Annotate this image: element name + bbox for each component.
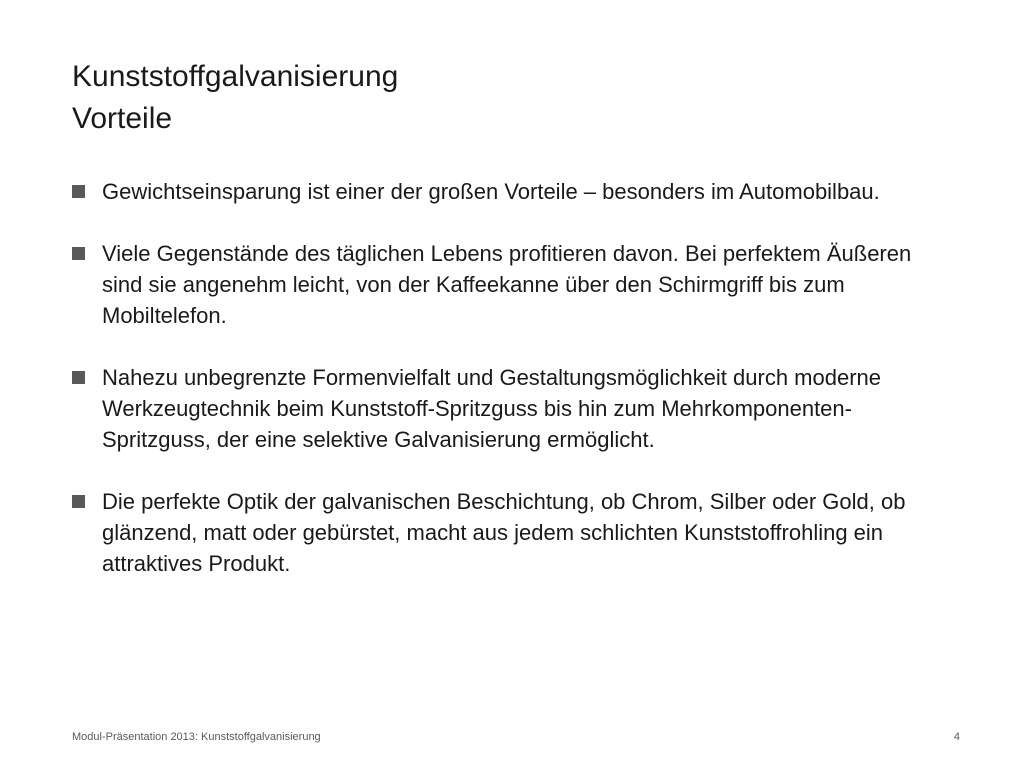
bullet-text: Nahezu unbegrenzte Formenvielfalt und Gestaltungsmöglichkeit durch moderne Werkzeugtechnik beim Kunststoff-Spritzguss bis hin zum Mehrkomponenten-Spritzguss, der eine selektive Galvanisierung ermöglicht. bbox=[102, 365, 881, 452]
slide-title-line-2: Vorteile bbox=[72, 102, 173, 135]
bullet-text: Die perfekte Optik der galvanischen Beschichtung, ob Chrom, Silber oder Gold, ob glänzend, matt oder gebürstet, macht aus jedem schlichten Kunststoffrohling ein attraktives Produkt. bbox=[102, 489, 906, 576]
square-bullet-icon bbox=[72, 247, 85, 260]
square-bullet-icon bbox=[72, 371, 85, 384]
footer-label: Modul-Präsentation 2013: Kunststoffgalvanisierung bbox=[72, 731, 321, 743]
bullet-item bbox=[72, 176, 952, 207]
slide-title-line-1: Kunststoffgalvanisierung bbox=[72, 60, 399, 93]
square-bullet-icon bbox=[72, 185, 85, 198]
bullet-list bbox=[72, 176, 952, 610]
page-number: 4 bbox=[953, 731, 960, 743]
square-bullet-icon bbox=[72, 495, 85, 508]
bullet-item bbox=[72, 362, 952, 455]
bullet-text: Viele Gegenstände des täglichen Lebens profitieren davon. Bei perfektem Äußeren sind sie angenehm leicht, von der Kaffeekanne über den Schirmgriff bis zum Mobiltelefon. bbox=[102, 241, 912, 328]
bullet-text: Gewichtseinsparung ist einer der großen Vorteile – besonders im Automobilbau. bbox=[102, 179, 880, 204]
slide-title bbox=[72, 56, 398, 140]
bullet-item bbox=[72, 486, 952, 579]
bullet-item bbox=[72, 238, 952, 331]
